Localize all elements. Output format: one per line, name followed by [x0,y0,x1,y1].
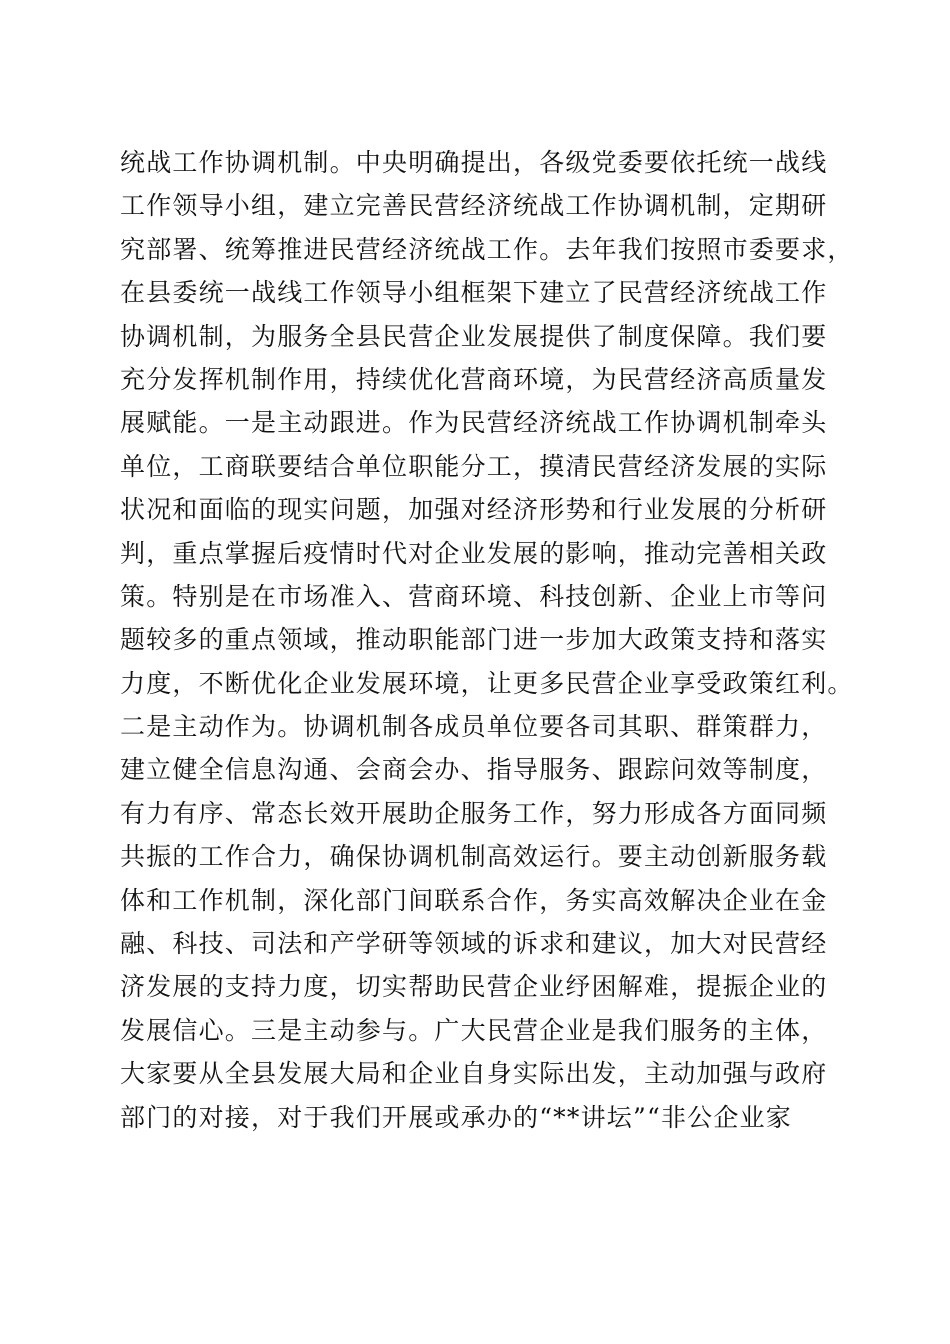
text-line: 大家要从全县发展大局和企业自身实际出发，主动加强与政府 [120,1059,828,1089]
text-line: 究部署、统筹推进民营经济统战工作。去年我们按照市委要求， [120,234,854,264]
text-line: 济发展的支持力度，切实帮助民营企业纾困解难，提振企业的 [120,972,828,1002]
text-line: 部门的对接，对于我们开展或承办的“**讲坛”“非公企业家 [120,1102,792,1132]
text-line: 融、科技、司法和产学研等领域的诉求和建议，加大对民营经 [120,929,828,959]
text-line: 展赋能。一是主动跟进。作为民营经济统战工作协调机制牵头 [120,408,828,438]
text-line: 单位，工商联要结合单位职能分工，摸清民营经济发展的实际 [120,451,828,481]
text-line: 有力有序、常态长效开展助企服务工作，努力形成各方面同频 [120,798,828,828]
text-line: 统战工作协调机制。中央明确提出，各级党委要依托统一战线 [120,148,828,177]
text-line: 工作领导小组，建立完善民营经济统战工作协调机制，定期研 [120,191,828,221]
text-line: 建立健全信息沟通、会商会办、指导服务、跟踪问效等制度， [120,755,828,785]
text-line: 体和工作机制，深化部门间联系合作，务实高效解决企业在金 [120,885,828,915]
text-line: 力度，不断优化企业发展环境，让更多民营企业享受政策红利。 [120,668,854,698]
text-line: 状况和面临的现实问题，加强对经济形势和行业发展的分析研 [120,495,828,525]
text-line: 策。特别是在市场准入、营商环境、科技创新、企业上市等问 [120,581,828,611]
text-line: 在县委统一战线工作领导小组框架下建立了民营经济统战工作 [120,278,828,308]
text-line: 协调机制，为服务全县民营企业发展提供了制度保障。我们要 [120,321,828,351]
text-line: 共振的工作合力，确保协调机制高效运行。要主动创新服务载 [120,842,828,872]
text-line: 二是主动作为。协调机制各成员单位要各司其职、群策群力， [120,712,828,742]
text-line: 充分发挥机制作用，持续优化营商环境，为民营经济高质量发 [120,364,828,394]
body-text [120,141,854,1139]
text-line: 发展信心。三是主动参与。广大民营企业是我们服务的主体， [120,1015,828,1045]
text-line: 判，重点掌握后疫情时代对企业发展的影响，推动完善相关政 [120,538,828,568]
text-line: 题较多的重点领域，推动职能部门进一步加大政策支持和落实 [120,625,828,655]
